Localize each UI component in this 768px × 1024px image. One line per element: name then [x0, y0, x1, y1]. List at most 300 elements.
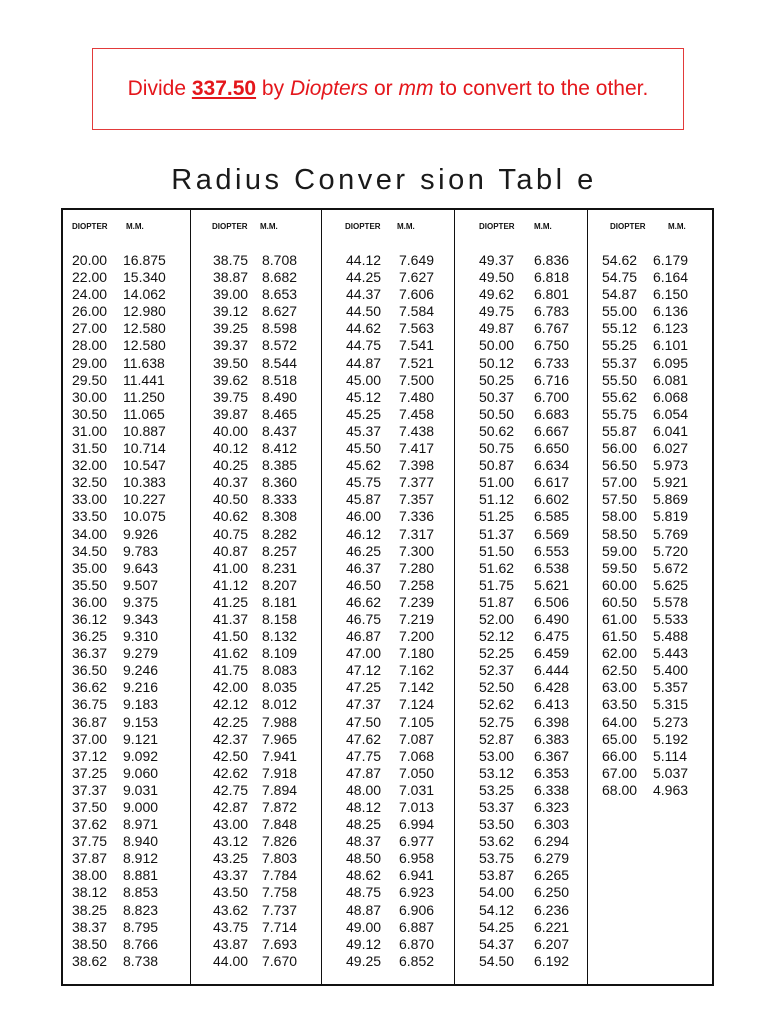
table-row — [588, 628, 712, 645]
table-row — [63, 457, 190, 474]
diopter-value: 58.50 — [602, 525, 638, 542]
diopter-value: 42.12 — [213, 696, 249, 713]
table-row — [191, 833, 321, 850]
mm-value: 8.360 — [262, 474, 298, 491]
diopter-value: 46.37 — [346, 559, 382, 576]
mm-value: 7.280 — [399, 559, 435, 576]
table-row — [455, 765, 587, 782]
diopter-value: 41.75 — [213, 662, 249, 679]
table-row — [455, 628, 587, 645]
diopter-value: 48.50 — [346, 850, 382, 867]
diopter-value: 44.25 — [346, 269, 382, 286]
table-row — [322, 457, 454, 474]
table-row — [588, 320, 712, 337]
diopter-value: 50.37 — [479, 388, 515, 405]
diopter-value: 46.87 — [346, 628, 382, 645]
table-row — [63, 919, 190, 936]
table-row — [588, 457, 712, 474]
table-row — [63, 628, 190, 645]
diopter-value: 38.50 — [72, 935, 108, 952]
diopter-value: 48.25 — [346, 816, 382, 833]
column-rows — [455, 252, 587, 970]
table-row — [63, 782, 190, 799]
table-row — [63, 491, 190, 508]
diopter-value: 39.75 — [213, 388, 249, 405]
diopter-value: 44.00 — [213, 952, 249, 969]
table-row — [455, 303, 587, 320]
table-row — [588, 577, 712, 594]
table-row — [63, 662, 190, 679]
table-row — [191, 611, 321, 628]
table-row — [588, 337, 712, 354]
header-diopter: DIOPTER — [212, 222, 248, 231]
mm-value: 8.412 — [262, 440, 298, 457]
diopter-value: 50.87 — [479, 457, 515, 474]
mm-value: 5.578 — [653, 593, 689, 610]
diopter-value: 50.12 — [479, 354, 515, 371]
diopter-value: 22.00 — [72, 269, 108, 286]
mm-value: 6.569 — [534, 525, 570, 542]
mm-value: 5.357 — [653, 679, 689, 696]
table-row — [322, 286, 454, 303]
mm-value: 9.507 — [123, 576, 159, 593]
diopter-value: 48.62 — [346, 867, 382, 884]
header-mm: M.M. — [260, 222, 278, 231]
diopter-value: 48.37 — [346, 833, 382, 850]
diopter-value: 41.37 — [213, 610, 249, 627]
diopter-value: 51.37 — [479, 525, 515, 542]
diopter-value: 61.50 — [602, 628, 638, 645]
mm-value: 8.158 — [262, 610, 298, 627]
mm-value: 6.444 — [534, 662, 570, 679]
mm-value: 5.621 — [534, 576, 570, 593]
diopter-value: 50.62 — [479, 422, 515, 439]
mm-value: 5.273 — [653, 713, 689, 730]
table-row — [63, 833, 190, 850]
table-row — [588, 389, 712, 406]
table-row — [63, 337, 190, 354]
mm-value: 6.716 — [534, 371, 570, 388]
diopter-value: 38.37 — [72, 918, 108, 935]
mm-value: 7.737 — [262, 901, 298, 918]
diopter-value: 64.00 — [602, 713, 638, 730]
mm-value: 6.068 — [653, 388, 689, 405]
table-row — [63, 714, 190, 731]
table-row — [322, 355, 454, 372]
table-row — [322, 269, 454, 286]
mm-value: 6.459 — [534, 645, 570, 662]
mm-value: 9.926 — [123, 525, 159, 542]
mm-value: 5.921 — [653, 474, 689, 491]
table-row — [455, 816, 587, 833]
diopter-value: 47.50 — [346, 713, 382, 730]
mm-value: 5.400 — [653, 662, 689, 679]
table-row — [63, 508, 190, 525]
table-row — [588, 645, 712, 662]
table-row — [455, 611, 587, 628]
table-row — [322, 491, 454, 508]
table-row — [588, 406, 712, 423]
mm-value: 6.323 — [534, 799, 570, 815]
table-row — [191, 953, 321, 970]
diopter-value: 62.00 — [602, 645, 638, 662]
mm-value: 6.279 — [534, 850, 570, 867]
column-rows — [63, 252, 190, 970]
mm-value: 8.853 — [123, 884, 159, 901]
table-row — [191, 252, 321, 269]
table-row — [191, 782, 321, 799]
table-row — [191, 320, 321, 337]
diopter-value: 39.62 — [213, 371, 249, 388]
diopter-value: 44.50 — [346, 303, 382, 320]
table-row — [191, 303, 321, 320]
mm-value: 7.541 — [399, 337, 435, 354]
table-row — [455, 782, 587, 799]
table-row — [63, 902, 190, 919]
diopter-value: 48.00 — [346, 781, 382, 798]
diopter-value: 55.62 — [602, 388, 638, 405]
diopter-value: 47.75 — [346, 747, 382, 764]
mm-value: 8.207 — [262, 576, 298, 593]
diopter-value: 40.00 — [213, 422, 249, 439]
table-row — [63, 594, 190, 611]
mm-value: 6.054 — [653, 405, 689, 422]
mm-value: 6.602 — [534, 491, 570, 508]
diopter-value: 49.87 — [479, 320, 515, 337]
table-row — [455, 286, 587, 303]
mm-value: 7.239 — [399, 593, 435, 610]
conversion-notice — [92, 48, 684, 130]
table-row — [191, 543, 321, 560]
mm-value: 10.075 — [123, 508, 166, 525]
table-row — [322, 440, 454, 457]
table-row — [588, 269, 712, 286]
diopter-value: 31.50 — [72, 440, 108, 457]
diopter-value: 39.87 — [213, 405, 249, 422]
diopter-value: 54.00 — [479, 884, 515, 901]
table-row — [63, 765, 190, 782]
column-rows — [588, 252, 712, 799]
diopter-value: 44.12 — [346, 252, 382, 268]
diopter-value: 42.62 — [213, 764, 249, 781]
mm-value: 5.769 — [653, 525, 689, 542]
mm-value: 6.027 — [653, 440, 689, 457]
mm-value: 8.308 — [262, 508, 298, 525]
mm-value: 11.065 — [123, 405, 165, 422]
notice-constant: 337.50 — [191, 77, 257, 100]
mm-value: 7.142 — [399, 679, 435, 696]
diopter-value: 39.25 — [213, 320, 249, 337]
table-row — [588, 355, 712, 372]
table-row — [63, 406, 190, 423]
table-row — [191, 389, 321, 406]
diopter-value: 38.25 — [72, 901, 108, 918]
mm-value: 11.638 — [123, 354, 165, 371]
table-row — [322, 953, 454, 970]
diopter-value: 46.62 — [346, 593, 382, 610]
diopter-value: 46.00 — [346, 508, 382, 525]
diopter-value: 45.37 — [346, 422, 382, 439]
table-row — [588, 252, 712, 269]
mm-value: 7.649 — [399, 252, 435, 268]
table-row — [322, 594, 454, 611]
table-row — [322, 782, 454, 799]
diopter-value: 49.62 — [479, 286, 515, 303]
diopter-value: 68.00 — [602, 781, 638, 798]
mm-value: 7.031 — [399, 781, 435, 798]
diopter-value: 43.75 — [213, 918, 249, 935]
table-row — [191, 867, 321, 884]
table-row — [322, 731, 454, 748]
diopter-value: 48.87 — [346, 901, 382, 918]
mm-value: 9.246 — [123, 662, 159, 679]
mm-value: 7.050 — [399, 764, 435, 781]
table-row — [63, 543, 190, 560]
diopter-value: 42.37 — [213, 730, 249, 747]
table-row — [455, 252, 587, 269]
diopter-value: 39.00 — [213, 286, 249, 303]
mm-value: 8.385 — [262, 457, 298, 474]
mm-value: 6.617 — [534, 474, 570, 491]
table-row — [588, 423, 712, 440]
mm-value: 6.650 — [534, 440, 570, 457]
mm-value: 10.227 — [123, 491, 166, 508]
diopter-value: 52.87 — [479, 730, 515, 747]
diopter-value: 55.00 — [602, 303, 638, 320]
mm-value: 6.413 — [534, 696, 570, 713]
diopter-value: 40.25 — [213, 457, 249, 474]
mm-value: 6.221 — [534, 918, 570, 935]
table-row — [191, 269, 321, 286]
diopter-value: 54.87 — [602, 286, 638, 303]
table-row — [455, 696, 587, 713]
diopter-value: 50.25 — [479, 371, 515, 388]
table-row — [588, 372, 712, 389]
diopter-value: 60.00 — [602, 576, 638, 593]
diopter-value: 33.50 — [72, 508, 108, 525]
table-row — [63, 799, 190, 816]
diopter-value: 52.37 — [479, 662, 515, 679]
mm-value: 6.852 — [399, 952, 435, 969]
diopter-value: 47.87 — [346, 764, 382, 781]
table-row — [588, 782, 712, 799]
diopter-value: 54.75 — [602, 269, 638, 286]
mm-value: 10.887 — [123, 422, 166, 439]
mm-value: 9.643 — [123, 559, 159, 576]
diopter-value: 54.62 — [602, 252, 638, 268]
diopter-value: 36.00 — [72, 593, 108, 610]
mm-value: 7.627 — [399, 269, 435, 286]
diopter-value: 37.12 — [72, 747, 108, 764]
mm-value: 7.258 — [399, 576, 435, 593]
table-row — [322, 662, 454, 679]
diopter-value: 44.75 — [346, 337, 382, 354]
table-row — [455, 474, 587, 491]
mm-value: 5.720 — [653, 542, 689, 559]
diopter-value: 36.37 — [72, 645, 108, 662]
table-row — [588, 611, 712, 628]
mm-value: 7.377 — [399, 474, 435, 491]
mm-value: 8.518 — [262, 371, 298, 388]
diopter-value: 49.25 — [346, 952, 382, 969]
table-row — [322, 474, 454, 491]
table-row — [322, 714, 454, 731]
table-row — [588, 508, 712, 525]
diopter-value: 58.00 — [602, 508, 638, 525]
header-diopter: DIOPTER — [72, 222, 108, 231]
diopter-value: 54.12 — [479, 901, 515, 918]
table-row — [63, 748, 190, 765]
mm-value: 7.300 — [399, 542, 435, 559]
mm-value: 6.236 — [534, 901, 570, 918]
table-row — [322, 696, 454, 713]
table-row — [191, 337, 321, 354]
diopter-value: 52.50 — [479, 679, 515, 696]
mm-value: 8.282 — [262, 525, 298, 542]
diopter-value: 52.00 — [479, 610, 515, 627]
table-row — [588, 679, 712, 696]
diopter-value: 43.12 — [213, 833, 249, 850]
diopter-value: 41.12 — [213, 576, 249, 593]
table-row — [588, 560, 712, 577]
mm-value: 8.708 — [262, 252, 298, 268]
table-row — [455, 936, 587, 953]
diopter-value: 62.50 — [602, 662, 638, 679]
diopter-value: 59.00 — [602, 542, 638, 559]
diopter-value: 53.50 — [479, 816, 515, 833]
diopter-value: 45.62 — [346, 457, 382, 474]
mm-value: 6.398 — [534, 713, 570, 730]
header-diopter: DIOPTER — [610, 222, 646, 231]
diopter-value: 63.50 — [602, 696, 638, 713]
mm-value: 8.766 — [123, 935, 159, 952]
table-row — [322, 850, 454, 867]
diopter-value: 36.75 — [72, 696, 108, 713]
mm-value: 5.973 — [653, 457, 689, 474]
table-row — [455, 850, 587, 867]
mm-value: 8.231 — [262, 559, 298, 576]
mm-value: 7.480 — [399, 388, 435, 405]
diopter-value: 20.00 — [72, 252, 108, 268]
diopter-value: 41.50 — [213, 628, 249, 645]
diopter-value: 61.00 — [602, 610, 638, 627]
table-row — [588, 594, 712, 611]
mm-value: 6.150 — [653, 286, 689, 303]
table-column — [455, 210, 588, 984]
diopter-value: 55.25 — [602, 337, 638, 354]
diopter-value: 31.00 — [72, 422, 108, 439]
mm-value: 6.192 — [534, 952, 570, 969]
table-row — [455, 269, 587, 286]
mm-value: 8.109 — [262, 645, 298, 662]
mm-value: 9.343 — [123, 610, 159, 627]
diopter-value: 36.87 — [72, 713, 108, 730]
mm-value: 6.836 — [534, 252, 570, 268]
diopter-value: 42.00 — [213, 679, 249, 696]
diopter-value: 65.00 — [602, 730, 638, 747]
diopter-value: 46.75 — [346, 610, 382, 627]
mm-value: 14.062 — [123, 286, 166, 303]
diopter-value: 40.37 — [213, 474, 249, 491]
table-row — [63, 696, 190, 713]
mm-value: 8.971 — [123, 816, 159, 833]
diopter-value: 38.62 — [72, 952, 108, 969]
diopter-value: 38.87 — [213, 269, 249, 286]
mm-value: 7.670 — [262, 952, 298, 969]
mm-value: 8.572 — [262, 337, 298, 354]
notice-suffix: to convert to the other. — [439, 77, 649, 100]
table-row — [191, 679, 321, 696]
diopter-value: 49.37 — [479, 252, 515, 268]
mm-value: 16.875 — [123, 252, 166, 268]
table-row — [63, 850, 190, 867]
mm-value: 5.315 — [653, 696, 689, 713]
diopter-value: 46.25 — [346, 542, 382, 559]
mm-value: 8.795 — [123, 918, 159, 935]
table-row — [191, 799, 321, 816]
mm-value: 8.823 — [123, 901, 159, 918]
diopter-value: 51.00 — [479, 474, 515, 491]
mm-value: 6.977 — [399, 833, 435, 850]
table-row — [455, 355, 587, 372]
diopter-value: 40.75 — [213, 525, 249, 542]
table-row — [191, 748, 321, 765]
mm-value: 6.887 — [399, 918, 435, 935]
mm-value: 7.180 — [399, 645, 435, 662]
diopter-value: 57.00 — [602, 474, 638, 491]
diopter-value: 37.50 — [72, 799, 108, 815]
mm-value: 7.087 — [399, 730, 435, 747]
mm-value: 10.547 — [123, 457, 166, 474]
table-row — [455, 714, 587, 731]
mm-value: 8.132 — [262, 628, 298, 645]
diopter-value: 38.12 — [72, 884, 108, 901]
diopter-value: 42.50 — [213, 747, 249, 764]
mm-value: 7.068 — [399, 747, 435, 764]
mm-value: 6.923 — [399, 884, 435, 901]
mm-value: 6.294 — [534, 833, 570, 850]
diopter-value: 40.87 — [213, 542, 249, 559]
table-row — [455, 867, 587, 884]
table-row — [63, 320, 190, 337]
diopter-value: 37.37 — [72, 781, 108, 798]
table-row — [191, 372, 321, 389]
mm-value: 7.398 — [399, 457, 435, 474]
mm-value: 7.714 — [262, 918, 298, 935]
mm-value: 12.580 — [123, 337, 166, 354]
table-column — [322, 210, 455, 984]
mm-value: 6.081 — [653, 371, 689, 388]
diopter-value: 35.00 — [72, 559, 108, 576]
diopter-value: 32.50 — [72, 474, 108, 491]
table-row — [63, 645, 190, 662]
mm-value: 6.733 — [534, 354, 570, 371]
mm-value: 7.317 — [399, 525, 435, 542]
table-row — [191, 765, 321, 782]
table-row — [322, 884, 454, 901]
mm-value: 9.092 — [123, 747, 159, 764]
mm-value: 9.183 — [123, 696, 159, 713]
mm-value: 7.606 — [399, 286, 435, 303]
table-row — [455, 748, 587, 765]
mm-value: 7.894 — [262, 781, 298, 798]
diopter-value: 45.00 — [346, 371, 382, 388]
diopter-value: 27.00 — [72, 320, 108, 337]
diopter-value: 52.75 — [479, 713, 515, 730]
diopter-value: 47.00 — [346, 645, 382, 662]
table-row — [455, 389, 587, 406]
diopter-value: 53.87 — [479, 867, 515, 884]
